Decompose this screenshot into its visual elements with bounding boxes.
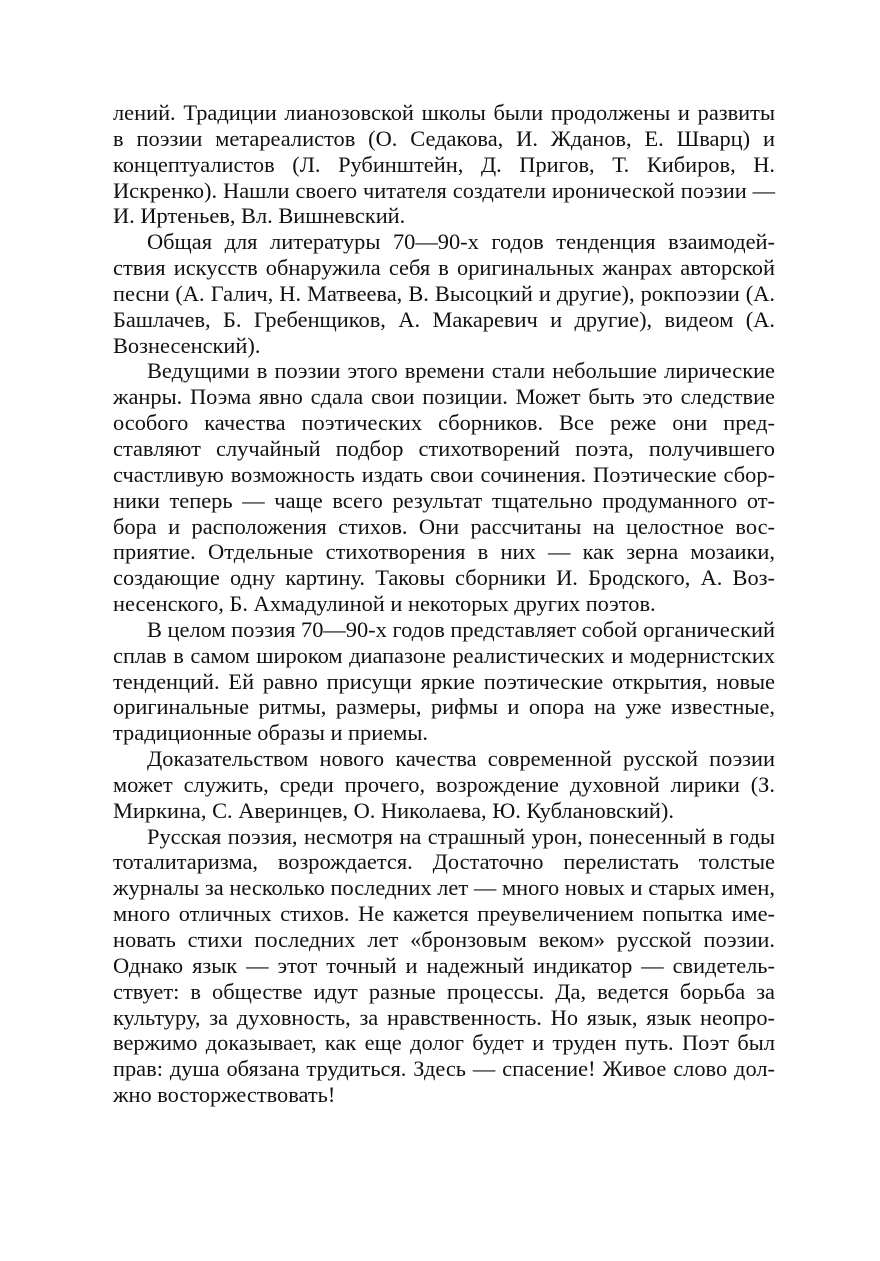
paragraph-1: лений. Традиции лианозовской школы были продолжены и развиты в поэзии метареалистов (О. Седакова, И. Жданов, Е. Шварц) и концептуалистов (Л. Рубинштейн, Д. Пригов, Т. Кибиров, Н. Искренко). Нашли своего читателя создатели иронической поэзии — И. Иртеньев, Вл. Вишневский. [113,100,775,229]
paragraph-3: Ведущими в поэзии этого времени стали небольшие лирические жанры. Поэма явно сдала свои позиции. Может быть это следствие особого качества поэтических сборников. Все реже они представляют случайный подбор стихотворений поэта, получившего счастливую возможность издать свои сочинения. Поэтические сборники теперь — чаще всего результат тщательно продуманного отбора и расположения стихов. Они рассчитаны на целостное восприятие. Отдельные стихотворения в них — как зерна мозаики, создающие одну картину. Таковы сборники И. Бродского, А. Вознесенского, Б. Ахмадулиной и некоторых других поэтов. [113,358,775,617]
paragraph-5: Доказательством нового качества современной русской поэзии может служить, среди прочего, возрождение духовной лирики (З. Миркина, С. Аверинцев, О. Николаева, Ю. Кублановский). [113,746,775,823]
paragraph-4: В целом поэзия 70—90-х годов представляет собой органический сплав в самом широком диапазоне реалистических и модернистских тенденций. Ей равно присущи яркие поэтические открытия, новые оригинальные ритмы, размеры, рифмы и опора на уже известные, традиционные образы и приемы. [113,616,775,746]
document-page [113,100,775,1108]
paragraph-6: Русская поэзия, несмотря на страшный урон, понесенный в годы тоталитаризма, возрождается. Достаточно перелистать толстые журналы за несколько последних лет — много новых и старых имен, много отличных стихов. Не кажется преувеличением попытка именовать стихи последних лет «бронзовым веком» русской поэзии. Однако язык — этот точный и надежный индикатор — свидетельствует: в обществе идут разные процессы. Да, ведется борьба за культуру, за духовность, за нравственность. Но язык, язык неопровержимо доказывает, как еще долог будет и труден путь. Поэт был прав: душа обязана трудиться. Здесь — спасение! Живое слово должно восторжествовать! [113,823,775,1108]
paragraph-2: Общая для литературы 70—90-х годов тенденция взаимодействия искусств обнаружила себя в оригинальных жанрах авторской песни (А. Галич, Н. Матвеева, В. Высоцкий и другие), рокпоэзии (А. Башлачев, Б. Гребенщиков, А. Макаревич и другие), видеом (А. Вознесенский). [113,229,775,358]
